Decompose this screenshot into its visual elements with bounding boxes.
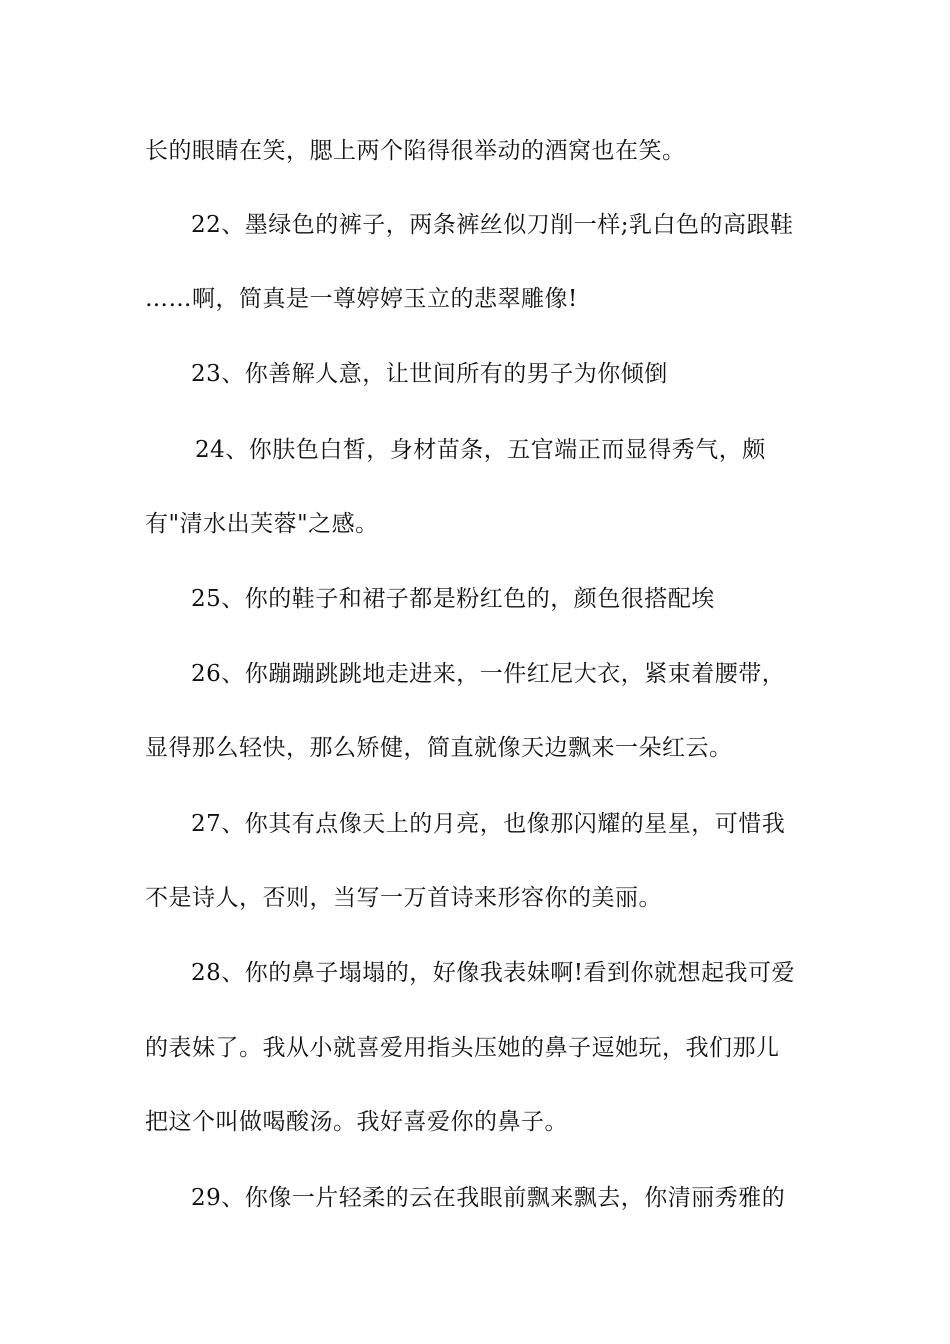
text-line-3: ……啊，简真是一尊婷婷玉立的悲翠雕像! bbox=[145, 286, 578, 312]
text-line-9: 显得那么轻快，那么矫健，简直就像天边飘来一朵红云。 bbox=[145, 735, 733, 761]
text-line-10: 27、你其有点像天上的月亮，也像那闪耀的星星，可惜我 bbox=[191, 811, 786, 837]
text-line-12: 28、你的鼻子塌塌的，好像我表妹啊!看到你就想起我可爱 bbox=[191, 960, 796, 986]
text-line-2: 22、墨绿色的裤子，两条裤丝似刀削一样;乳白色的高跟鞋 bbox=[191, 212, 794, 238]
text-line-7: 25、你的鞋子和裙子都是粉红色的，颜色很搭配埃 bbox=[191, 586, 715, 612]
text-line-11: 不是诗人，否则，当写一万首诗来形容你的美丽。 bbox=[145, 885, 662, 911]
text-line-8: 26、你蹦蹦跳跳地走进来，一件红尼大衣，紧束着腰带， bbox=[191, 661, 786, 687]
text-line-13: 的表妹了。我从小就喜爱用指头压她的鼻子逗她玩，我们那儿 bbox=[145, 1035, 780, 1061]
text-line-1: 长的眼睛在笑，腮上两个陷得很举动的酒窝也在笑。 bbox=[145, 138, 686, 164]
text-line-5: 24、你肤色白皙，身材苗条，五官端正而显得秀气，颇 bbox=[195, 437, 766, 463]
text-line-6: 有"清水出芙蓉"之感。 bbox=[145, 511, 379, 537]
text-line-15: 29、你像一片轻柔的云在我眼前飘来飘去，你清丽秀雅的 bbox=[191, 1185, 786, 1211]
text-line-14: 把这个叫做喝酸汤。我好喜爱你的鼻子。 bbox=[145, 1109, 568, 1135]
text-line-4: 23、你善解人意，让世间所有的男子为你倾倒 bbox=[191, 361, 668, 387]
